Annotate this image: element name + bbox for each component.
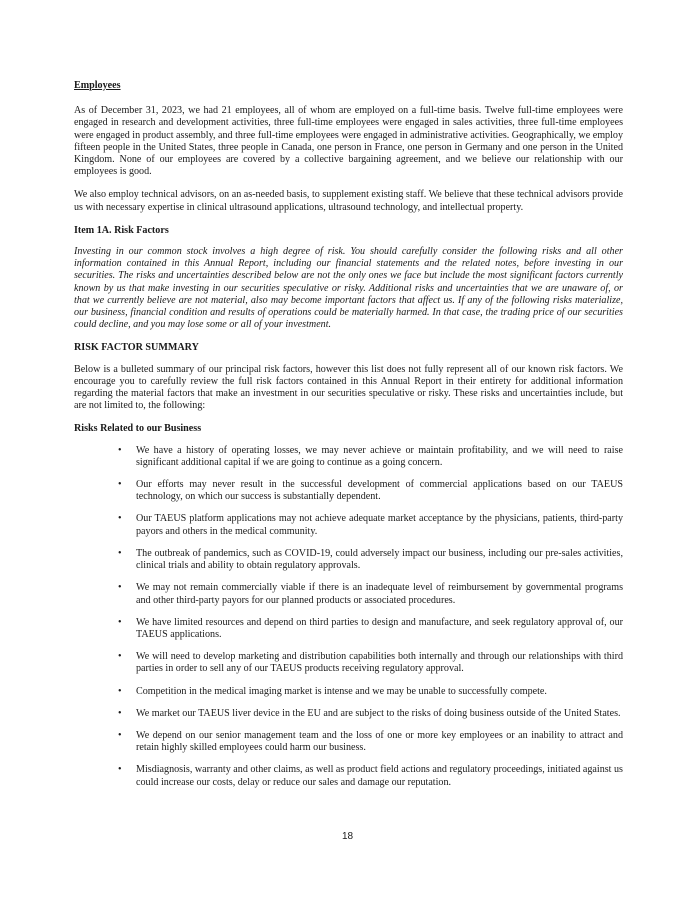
list-item-text: We market our TAEUS liver device in the EU and are subject to the risks of doing business outside of the United States.	[136, 707, 621, 719]
risk-factors-heading: Item 1A. Risk Factors	[74, 224, 169, 236]
bullet-icon: •	[118, 513, 122, 525]
employees-paragraph-1: As of December 31, 2023, we had 21 employees, all of whom are employed on a full-time basis. Twelve full-time employees were engaged in research and development activities, three full-time employees were engaged in sales activities, three full-time employees were engaged in product assembly, and three full-time employees were engaged in administrative activities. Geographically, we employ fifteen people in the United States, three people in Canada, one person in France, one person in Germany and one person in the United Kingdom. None of our employees are covered by a collective bargaining agreement, and we believe our relationship with our employees is good.	[74, 105, 623, 178]
document-page	[74, 80, 623, 799]
list-item-text: Misdiagnosis, warranty and other claims, as well as product field actions and regulatory proceedings, initiated against us could increase our costs, delay or reduce our sales and damage our reputation.	[136, 764, 623, 788]
list-item-text: Our efforts may never result in the successful development of commercial applications based on our TAEUS technology, on which our success is substantially dependent.	[136, 479, 623, 503]
bullet-icon: •	[118, 685, 122, 697]
list-item-text: We have a history of operating losses, we may never achieve or maintain profitability, and we will need to raise significant additional capital if we are going to continue as a going concern.	[136, 444, 623, 468]
bullet-icon: •	[118, 764, 122, 776]
bullet-icon: •	[118, 616, 122, 628]
list-item	[74, 730, 623, 754]
list-item	[74, 686, 623, 698]
bullet-icon: •	[118, 444, 122, 456]
page-number: 18	[341, 831, 354, 842]
risk-summary-paragraph: Below is a bulleted summary of our principal risk factors, however this list does not fully represent all of our known risk factors. We encourage you to carefully review the full risk factors contained in this Annual Report in their entirety for additional information regarding the material factors that make an investment in our securities speculative or risky. These risks and uncertainties include, but are not limited to, the following:	[74, 363, 623, 412]
list-item-text: Our TAEUS platform applications may not achieve adequate market acceptance by the physicians, patients, third-party payors and others in the medical community.	[136, 513, 623, 537]
list-item-text: We have limited resources and depend on third parties to design and manufacture, and seek regulatory approval of, our TAEUS applications.	[136, 616, 623, 640]
list-item-text: The outbreak of pandemics, such as COVID-19, could adversely impact our business, including our pre-sales activities, clinical trials and ability to obtain regulatory approvals.	[136, 547, 623, 572]
list-item	[74, 513, 623, 537]
bullet-icon: •	[118, 707, 122, 719]
list-item	[74, 479, 623, 503]
list-item-text: Competition in the medical imaging market is intense and we may be unable to successfully compete.	[136, 685, 547, 697]
list-item-text: We may not remain commercially viable if there is an inadequate level of reimbursement by governmental programs and other third-party payors for our planned products or associated procedures.	[136, 582, 623, 606]
employees-heading: Employees	[74, 80, 121, 91]
list-item	[74, 582, 623, 606]
list-item	[74, 617, 623, 641]
risk-summary-heading: RISK FACTOR SUMMARY	[74, 342, 199, 354]
bullet-icon: •	[118, 729, 122, 741]
bullet-icon: •	[118, 479, 122, 491]
business-risks-list	[74, 445, 623, 789]
list-item-text: We depend on our senior management team and the loss of one or more key employees or an inability to attract and retain highly skilled employees could harm our business.	[136, 729, 623, 754]
list-item	[74, 764, 623, 788]
bullet-icon: •	[118, 547, 122, 559]
bullet-icon: •	[118, 651, 122, 663]
list-item	[74, 708, 623, 720]
list-item-text: We will need to develop marketing and distribution capabilities both internally and through our relationships with third parties in order to sell any of our TAEUS products receiving regulatory approval.	[136, 651, 623, 675]
risk-factors-intro: Investing in our common stock involves a high degree of risk. You should carefully consider the following risks and all other information contained in this Annual Report, including our financial statements and the related notes, before investing in our securities. The risks and uncertainties described below are not the only ones we face but include the most significant factors currently known by us that make investing in our securities speculative or risky. Additional risks and uncertainties that we are unaware of, or that we currently believe are not material, also may become important factors that affect us. If any of the following risks materialize, our business, financial condition and results of operations could be materially harmed. In that case, the trading price of our securities could decline, and you may lose some or all of your investment.	[74, 246, 623, 331]
list-item	[74, 651, 623, 675]
list-item	[74, 445, 623, 469]
list-item	[74, 548, 623, 572]
bullet-icon: •	[118, 582, 122, 594]
employees-paragraph-2: We also employ technical advisors, on an as-needed basis, to supplement existing staff. We believe that these technical advisors provide us with necessary expertise in clinical ultrasound applications, ultrasound technology, and intellectual property.	[74, 189, 623, 213]
business-risks-heading: Risks Related to our Business	[74, 423, 202, 435]
